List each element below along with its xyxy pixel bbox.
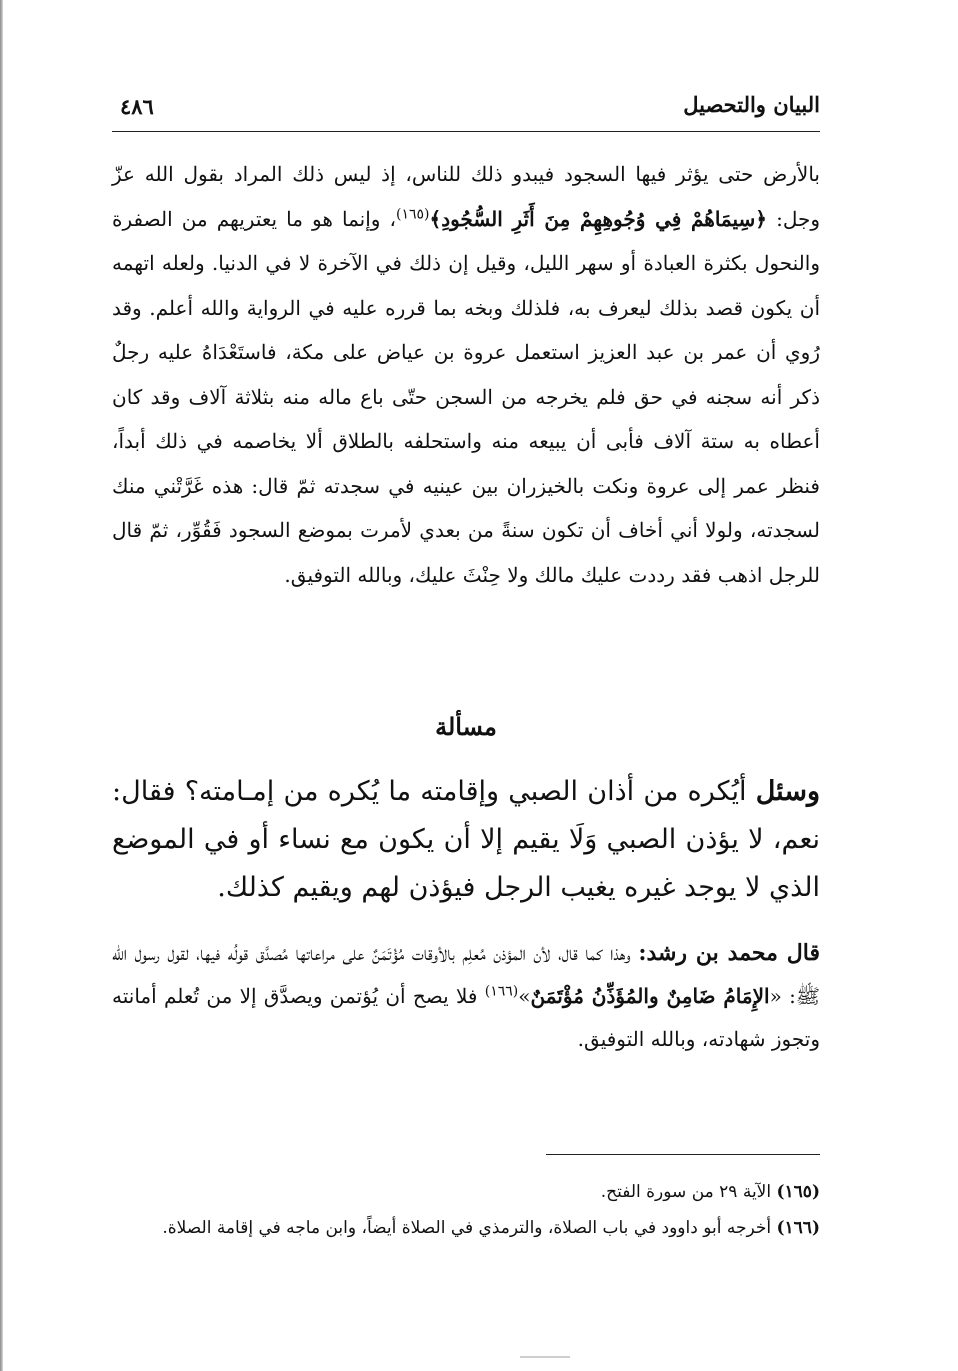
commentary-paragraph — [112, 932, 820, 1061]
hadith-quote: الإِمَامُ ضَامِنٌ والمُؤَذِّنُ مُؤْتَمَنٌ — [530, 984, 770, 1008]
footnote-ref-166[interactable]: (١٦٦) — [484, 983, 519, 1000]
footnote-166 — [112, 1210, 820, 1246]
opening-text-before-verse: بالأرض حتى يؤثر فيها السجود فيبدو ذلك للناس، إذ ليس ذلك المراد بقول الله عزّ وجل: — [112, 162, 820, 231]
quran-verse: ﴿سِيمَاهُمْ فِي وُجُوهِهِمْ مِنَ أَثَرِ السُّجُودِ﴾ — [429, 206, 768, 231]
page-number: ٤٨٦ — [120, 94, 154, 119]
footnote-number: (١٦٥) — [776, 1182, 820, 1202]
footnote-text: الآية ٢٩ من سورة الفتح. — [600, 1182, 777, 1202]
running-header — [112, 92, 820, 128]
scan-edge-shadow — [0, 0, 3, 1371]
running-title: البيان والتحصيل — [683, 92, 820, 117]
commentary-text-before-hadith: وهذا كما قال، لأن المؤذن مُعلِم بالأوقات مُؤْتَمَنٌ على مراعاتها مُصدَّق قولُه فيها، لقول رسول الله ﷺ: « — [112, 941, 821, 1008]
commentary-lead: قال محمد بن رشد: — [638, 940, 820, 966]
footnote-rule — [546, 1154, 820, 1155]
question-paragraph — [112, 768, 820, 912]
opening-text-after-verse: ، وإنما هو ما يعتريهم من الصفرة والنحول بكثرة العبادة أو سهر الليل، وقيل إن ذلك في الآخرة لا في الدنيا. ولعله اتهمه أن يكون قصد بذلك ليعرف به، فلذلك وبخه بما قرره عليه في الرواية والله أعلم. وقد رُوي أن عمر بن عبد العزيز استعمل عروة بن عياض على مكة، فاستَعْدَاهُ عليه رجلٌ ذكر أنه سجنه في حق فلم يخرجه من السجن حتّى باع ماله منه بثلاثة آلاف وقد كان أعطاه به ستة آلاف فأبى أن يبيعه منه واستحلفه بالطلاق ألا يخاصمه في ذلك أبداً، فنظر عمر إلى عروة ونكت بالخيزران بين عينيه في سجدته ثمّ قال: هذه غَرَّتْني منك لسجدته، ولولا أني أخاف أن تكون سنةً من بعدي لأمرت بموضع السجود فَقُوِّر، ثمّ قال للرجل اذهب فقد رددت عليك مالك ولا حِنْثَ عليك، وبالله التوفيق. — [112, 206, 820, 587]
opening-paragraph — [112, 152, 820, 597]
header-rule — [112, 131, 820, 132]
question-lead: وسئل — [755, 776, 820, 807]
hadith-close-quote: » — [518, 984, 531, 1008]
footnote-text: أخرجه أبو داوود في باب الصلاة، والترمذي في الصلاة أيضاً، وابن ماجه في إقامة الصلاة. — [162, 1218, 777, 1238]
footnote-number: (١٦٦) — [776, 1218, 820, 1238]
section-title: مسألة — [435, 712, 497, 741]
commentary-text-after-hadith: فلا يصح أن يُؤتمن ويصدَّق إلا من تُعلم أمانته وتجوز شهادته، وبالله التوفيق. — [112, 984, 820, 1051]
scan-smudge — [520, 1356, 570, 1358]
footnotes — [112, 1174, 820, 1246]
footnote-ref-165[interactable]: (١٦٥) — [395, 205, 430, 222]
question-text: أيُكره من أذان الصبي وإقامته ما يُكره من إمـامته؟ فقال: نعم، لا يؤذن الصبي وَلَا يقيم إلا أن يكون مع نساء أو في الموضع الذي لا يوجد غيره يغيب الرجل فيؤذن لهم ويقيم كذلك. — [112, 776, 820, 903]
footnote-165 — [112, 1174, 820, 1210]
